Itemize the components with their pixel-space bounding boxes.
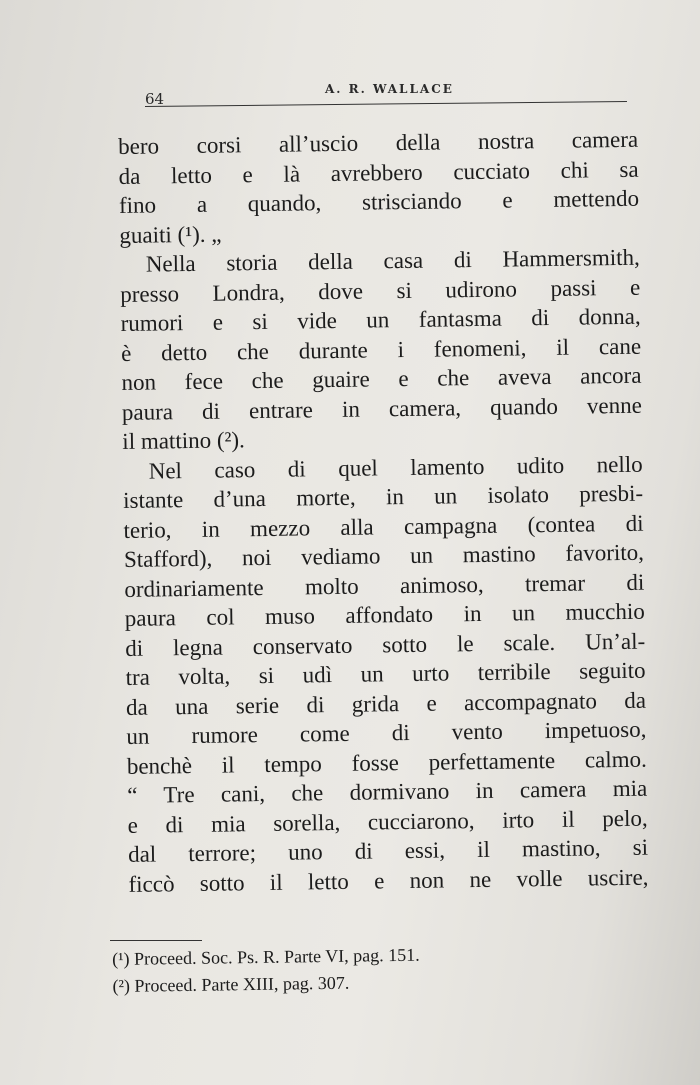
- text-line: da letto e là avrebbero cucciato chi sa: [118, 156, 639, 189]
- text-line: presso Londra, dove si udirono passi e: [120, 274, 641, 307]
- text-line: è detto che durante i fenomeni, il cane: [120, 333, 642, 366]
- text-line: bero corsi all’uscio della nostra camera: [118, 126, 639, 159]
- footnotes: [112, 939, 593, 1000]
- text-line: “ Tre cani, che dormivano in camera mia: [127, 775, 648, 808]
- footnote-1: (¹) Proceed. Soc. Ps. R. Parte VI, pag. 151.: [112, 944, 420, 969]
- text-line: dal terrore; uno di essi, il mastino, si: [127, 834, 649, 867]
- text-line: terio, in mezzo alla campagna (contea di: [123, 510, 644, 543]
- text-line: da una serie di grida e accompagnato da: [125, 687, 647, 720]
- footnote-2: (²) Proceed. Parte XIII, pag. 307.: [112, 972, 350, 996]
- text-line: il mattino (²).: [122, 427, 245, 454]
- text-line: di legna conservato sotto le scale. Un’al-: [125, 628, 646, 661]
- text-line: tra volta, si udì un urto terribile seguito: [125, 657, 646, 690]
- text-line: istante d’una morte, in un isolato presbi-: [122, 480, 644, 513]
- footnote-rule: [110, 940, 202, 941]
- text-line: ordinariamente molto animoso, tremar di: [124, 569, 645, 602]
- text-line: un rumore come di vento impetuoso,: [126, 716, 647, 749]
- text-line: guaiti (¹). „: [119, 221, 222, 248]
- text-line: paura di entrare in camera, quando venne: [121, 392, 643, 425]
- text-line: ficcò sotto il letto e non ne volle uscire,: [128, 864, 649, 897]
- body-text: [118, 125, 649, 899]
- text-line: e di mia sorella, cucciarono, irto il pelo,: [127, 805, 648, 838]
- text-line: benchè il tempo fosse perfettamente calmo.: [126, 746, 647, 779]
- text-line: paura col muso affondato in un mucchio: [124, 598, 645, 631]
- page-number: 64: [145, 90, 165, 108]
- text-line: rumori e si vide un fantasma di donna,: [120, 303, 641, 336]
- text-line: Nel caso di quel lamento udito nello: [148, 451, 643, 484]
- text-line: Nella storia della casa di Hammersmith,: [145, 244, 640, 277]
- running-head: A. R. WALLACE: [325, 82, 454, 96]
- text-line: non fece che guaire e che aveva ancora: [121, 362, 642, 395]
- text-line: Stafford), noi vediamo un mastino favorito,: [123, 539, 645, 572]
- text-line: fino a quando, strisciando e mettendo: [118, 185, 640, 218]
